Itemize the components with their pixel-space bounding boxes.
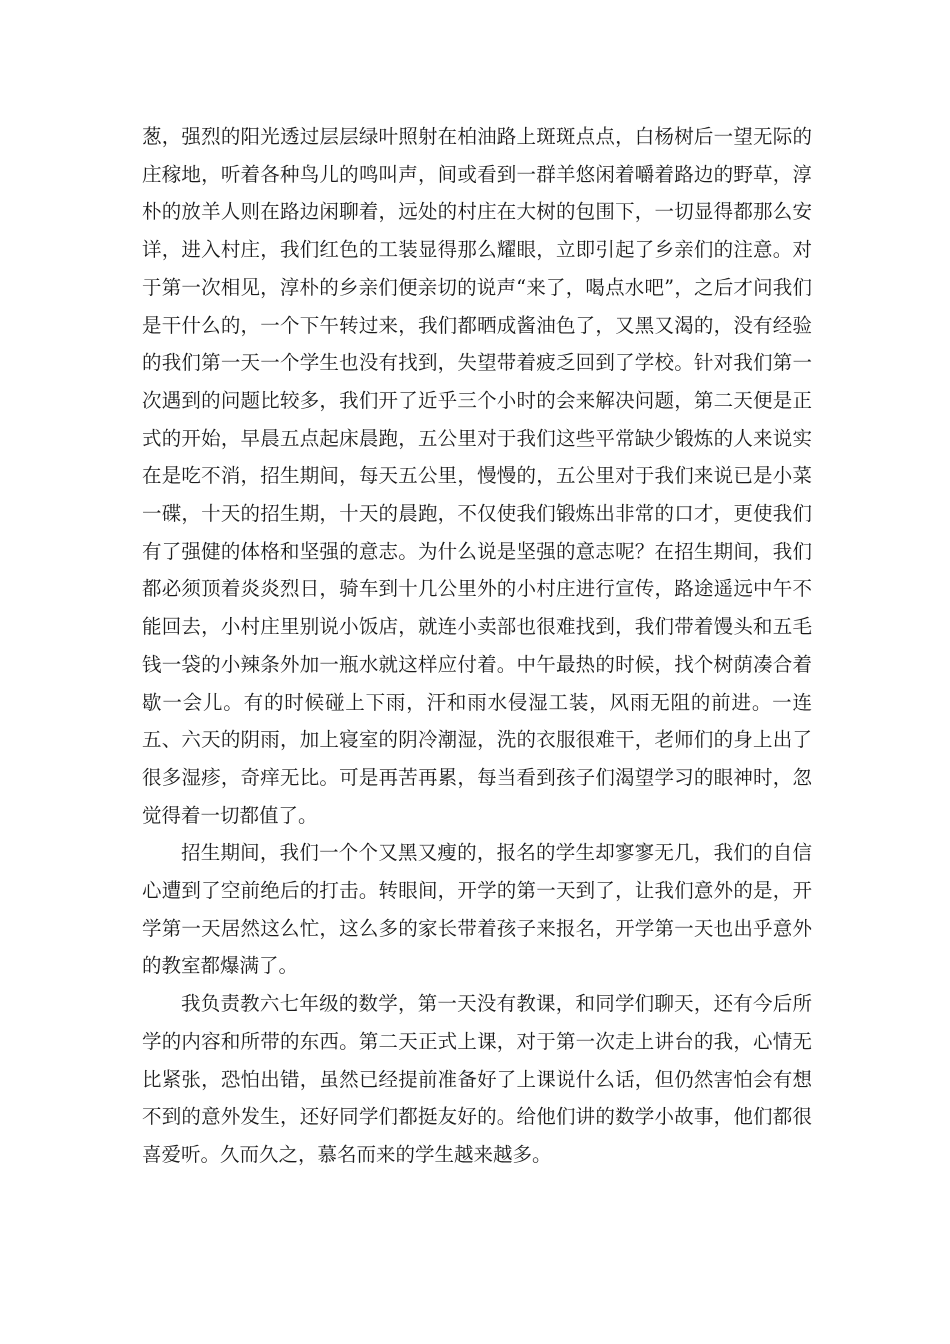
document-body [142, 118, 812, 1174]
paragraph-enrollment: 招生期间，我们一个个又黑又瘦的，报名的学生却寥寥无几，我们的自信心遭到了空前绝后的打击。转眼间，开学的第一天到了，让我们意外的是，开学第一天居然这么忙，这么多的家长带着孩子来报名，开学第一天也出乎意外的教室都爆满了。 [142, 841, 812, 978]
paragraph-continued: 葱，强烈的阳光透过层层绿叶照射在柏油路上斑斑点点，白杨树后一望无际的庄稼地，听着各种鸟儿的鸣叫声，间或看到一群羊悠闲着嚼着路边的野草，淳朴的放羊人则在路边闲聊着，远处的村庄在大树的包围下，一切显得都那么安详，进入村庄，我们红色的工装显得那么耀眼，立即引起了乡亲们的注意。对于第一次相见，淳朴的乡亲们便亲切的说声“来了，喝点水吧”，之后才问我们是干什么的，一个下午转过来，我们都晒成酱油色了，又黑又渴的，没有经验的我们第一天一个学生也没有找到，失望带着疲乏回到了学校。针对我们第一次遇到的问题比较多，我们开了近乎三个小时的会来解决问题，第二天便是正式的开始，早晨五点起床晨跑，五公里对于我们这些平常缺少锻炼的人来说实在是吃不消，招生期间，每天五公里，慢慢的，五公里对于我们来说已是小菜一碟，十天的招生期，十天的晨跑，不仅使我们锻炼出非常的口才，更使我们有了强健的体格和坚强的意志。为什么说是坚强的意志呢？在招生期间，我们都必须顶着炎炎烈日，骑车到十几公里外的小村庄进行宣传，路途遥远中午不能回去，小村庄里别说小饭店，就连小卖部也很难找到，我们带着馒头和五毛钱一袋的小辣条外加一瓶水就这样应付着。中午最热的时候，找个树荫凑合着歇一会儿。有的时候碰上下雨，汗和雨水侵湿工装，风雨无阻的前进。一连五、六天的阴雨，加上寝室的阴冷潮湿，洗的衣服很难干，老师们的身上出了很多湿疹，奇痒无比。可是再苦再累，每当看到孩子们渴望学习的眼神时，忽觉得着一切都值了。 [142, 125, 812, 827]
paragraph-teaching: 我负责教六七年级的数学，第一天没有教课，和同学们聊天，还有今后所学的内容和所带的东西。第二天正式上课，对于第一次走上讲台的我，心情无比紧张，恐怕出错，虽然已经提前准备好了上课说什么话，但仍然害怕会有想不到的意外发生，还好同学们都挺友好的。给他们讲的数学小故事，他们都很喜爱听。久而久之，慕名而来的学生越来越多。 [142, 992, 812, 1166]
